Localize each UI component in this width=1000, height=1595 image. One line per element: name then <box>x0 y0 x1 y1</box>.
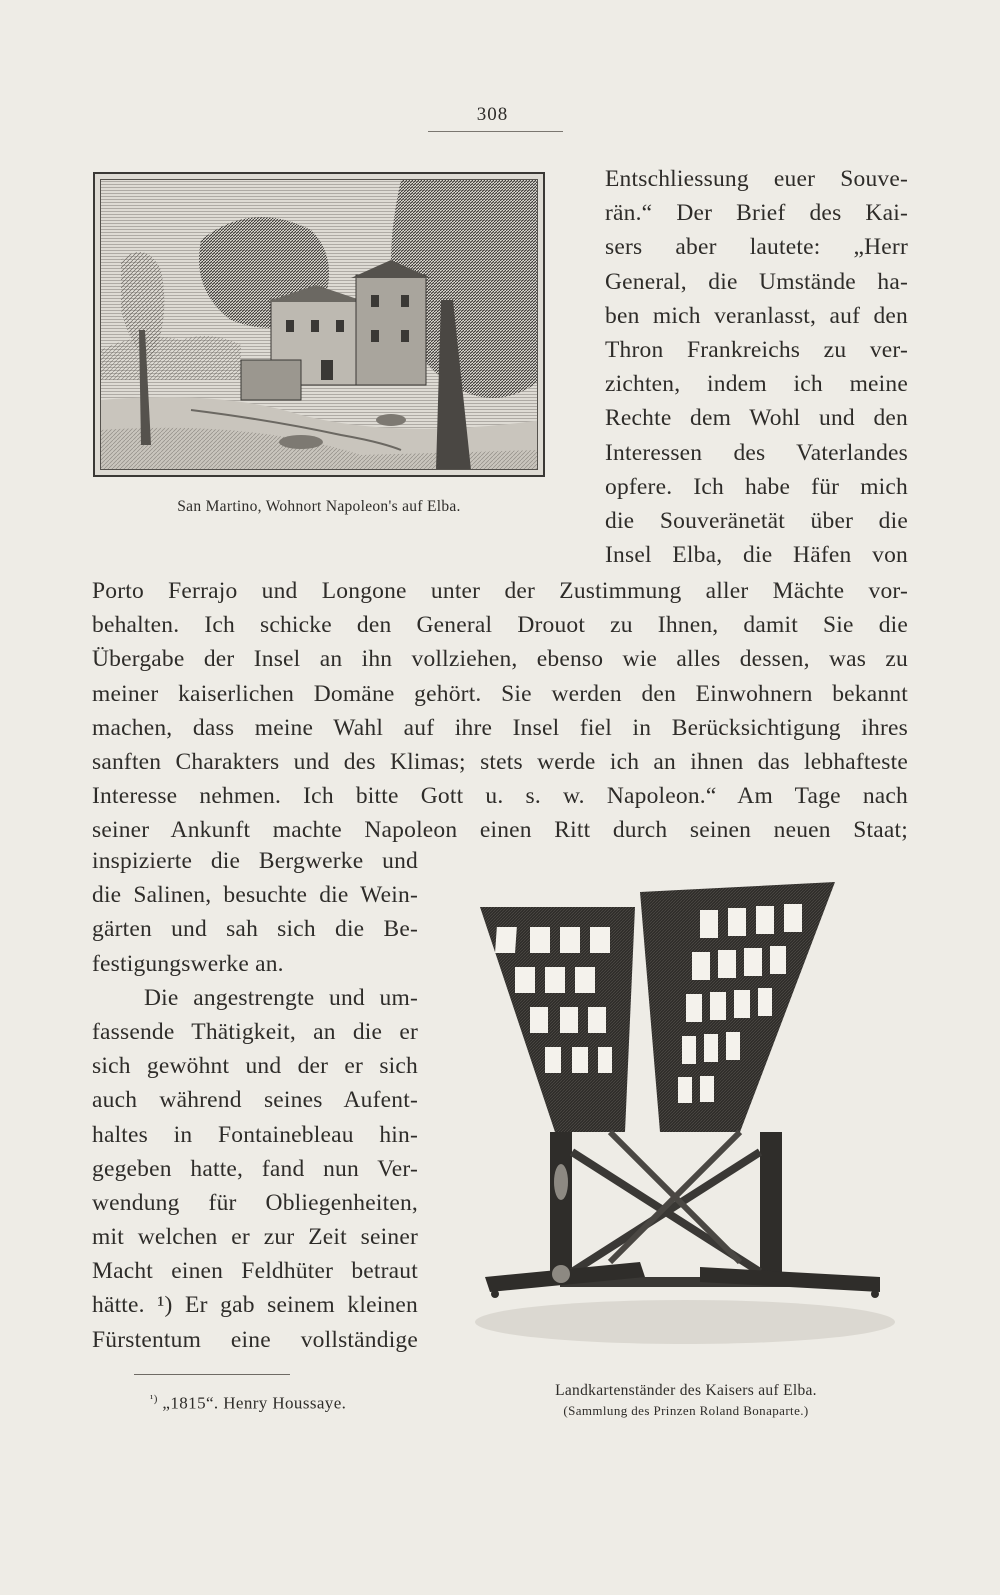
text-line: festigungswerke an. <box>92 950 284 977</box>
text-line: auch während seines Aufent- <box>92 1087 418 1114</box>
text-line: seiner Ankunft machte Napoleon einen Ritt durch seinen neuen Staat; <box>92 817 908 844</box>
text-line-paragraph-start: Die angestrengte und um- <box>144 984 418 1011</box>
text-column-top-right <box>605 162 908 572</box>
map-stand-illustration <box>460 882 912 1370</box>
text-line: machen, dass meine Wahl auf ihre Insel fiel in Berücksichtigung ihres <box>92 714 908 741</box>
footnote <box>150 1393 420 1414</box>
map-stand-picture <box>460 882 912 1370</box>
text-line: sanften Charakters und des Klimas; stets werde ich an ihnen das lebhafteste <box>92 748 908 775</box>
san-martino-engraving <box>93 172 545 477</box>
text-line: Interesse nehmen. Ich bitte Gott u. s. w. Napoleon.“ Am Tage nach <box>92 783 908 810</box>
text-line: fassende Thätigkeit, an die er <box>92 1018 418 1045</box>
text-line: inspizierte die Bergwerke und <box>92 848 418 874</box>
text-line: zichten, indem ich meine <box>605 371 908 398</box>
text-line: die Salinen, besuchte die Wein- <box>92 882 418 909</box>
text-line: opfere. Ich habe für mich <box>605 473 908 500</box>
text-line: gärten und sah sich die Be- <box>92 916 418 943</box>
text-line: meiner kaiserlichen Domäne gehört. Sie werden den Einwohnern bekannt <box>92 680 908 707</box>
text-line: Insel Elba, die Häfen von <box>605 542 908 569</box>
text-column-bottom-left <box>92 844 418 1357</box>
landscape-illustration <box>101 180 538 470</box>
text-line: haltes in Fontainebleau hin- <box>92 1121 418 1148</box>
text-line: hätte. ¹) Er gab seinem kleinen <box>92 1292 418 1319</box>
text-line: Interessen des Vaterlandes <box>605 439 908 466</box>
text-line: mit welchen er zur Zeit seiner <box>92 1224 418 1251</box>
footnote-text: „1815“. Henry Houssaye. <box>162 1393 347 1413</box>
text-line: gegeben hatte, fand nun Ver- <box>92 1155 418 1182</box>
text-line: rän.“ Der Brief des Kai- <box>605 200 908 227</box>
text-line: ben mich veranlasst, auf den <box>605 302 908 329</box>
map-stand-caption: Landkartenständer des Kaisers auf Elba. <box>555 1382 817 1399</box>
text-line: Thron Frankreichs zu ver- <box>605 336 908 363</box>
text-line: behalten. Ich schicke den General Drouot zu Ihnen, damit Sie die <box>92 612 908 639</box>
text-line: Macht einen Feldhüter betraut <box>92 1258 418 1285</box>
text-line: General, die Umstände ha- <box>605 268 908 295</box>
page-number: 308 <box>476 104 509 125</box>
text-line: Porto Ferrajo und Longone unter der Zustimmung aller Mächte vor- <box>92 578 908 604</box>
engraving-picture <box>100 179 538 470</box>
text-line: die Souveränetät über die <box>605 507 908 534</box>
text-line: Rechte dem Wohl und den <box>605 405 908 432</box>
footnote-rule <box>134 1374 290 1375</box>
footnote-marker: ¹) <box>150 1393 158 1405</box>
text-block-full-width <box>92 574 908 848</box>
text-line: sich gewöhnt und der er sich <box>92 1053 418 1080</box>
text-line: Fürstentum eine vollständige <box>92 1326 418 1353</box>
map-stand-collection-note: (Sammlung des Prinzen Roland Bonaparte.) <box>563 1403 809 1418</box>
text-line: Entschliessung euer Souve- <box>605 166 908 192</box>
text-line: Übergabe der Insel an ihn vollziehen, ebenso wie alles dessen, was zu <box>92 646 908 673</box>
san-martino-caption: San Martino, Wohnort Napoleon's auf Elba. <box>177 498 461 515</box>
page-number-rule <box>428 131 563 132</box>
text-line: wendung für Obliegenheiten, <box>92 1189 418 1216</box>
text-line: sers aber lautete: „Herr <box>605 234 908 261</box>
